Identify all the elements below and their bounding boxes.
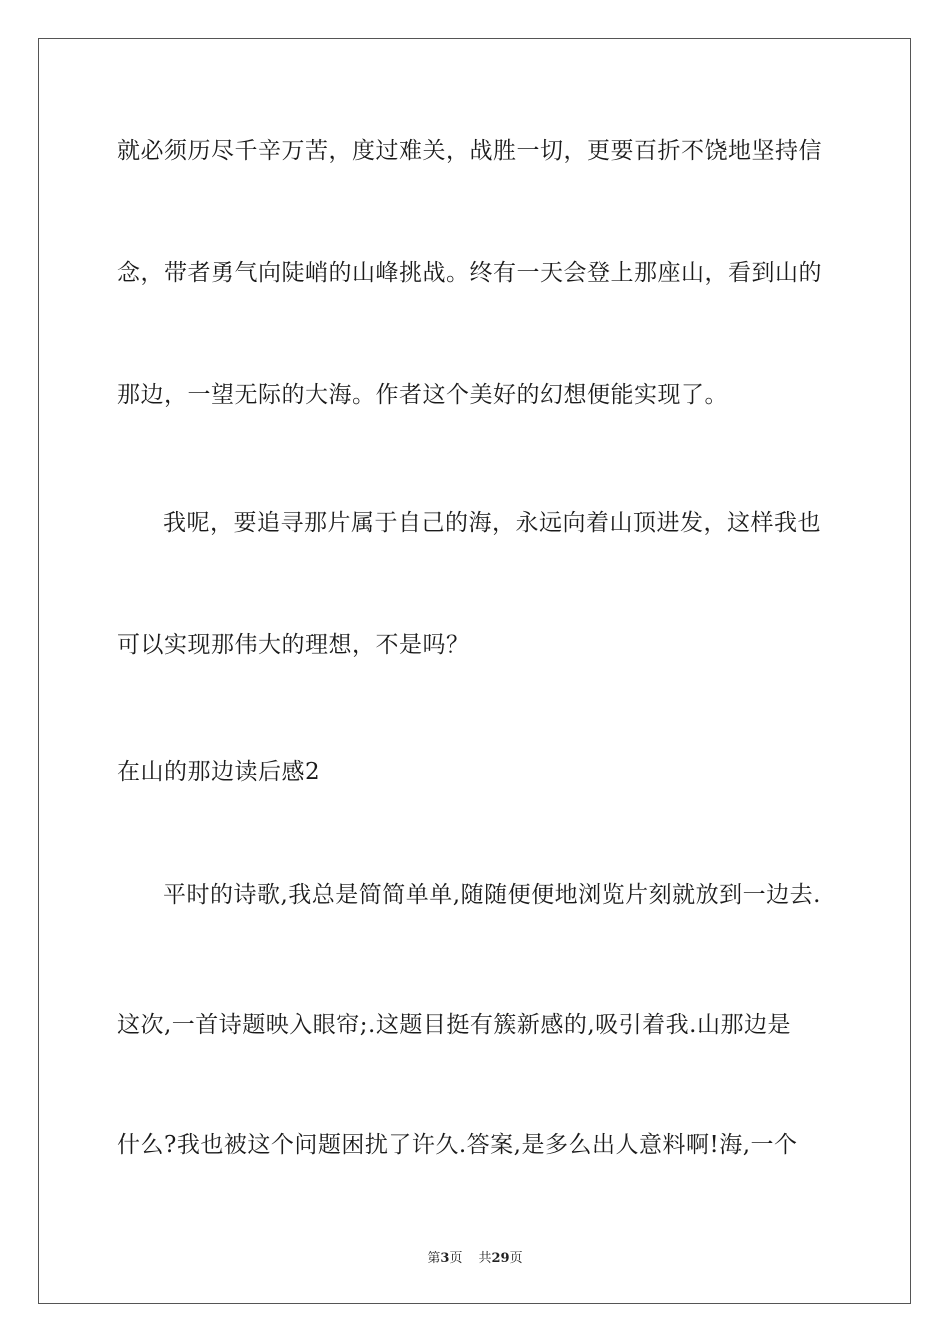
page-footer bbox=[0, 1247, 950, 1266]
paragraph-line: 可以实现那伟大的理想，不是吗？ bbox=[117, 632, 470, 658]
section-heading: 在山的那边读后感2 bbox=[117, 759, 321, 785]
total-prefix: 共 bbox=[478, 1251, 492, 1266]
page-number: 3 bbox=[440, 1251, 450, 1266]
page-frame bbox=[38, 38, 911, 1304]
paragraph-line: 什么?我也被这个问题困扰了许久.答案,是多么出人意料啊!海,一个 bbox=[117, 1132, 798, 1158]
paragraph-line: 平时的诗歌,我总是简简单单,随随便便地浏览片刻就放到一边去. bbox=[163, 882, 821, 908]
total-pages: 29 bbox=[491, 1251, 510, 1266]
paragraph-line: 这次,一首诗题映入眼帘;.这题目挺有簇新感的,吸引着我.山那边是 bbox=[117, 1012, 791, 1038]
paragraph-line: 我呢，要追寻那片属于自己的海，永远向着山顶进发，这样我也 bbox=[163, 510, 821, 536]
page-prefix: 第 bbox=[427, 1251, 441, 1266]
paragraph-line: 就必须历尽千辛万苦，度过难关，战胜一切，更要百折不饶地坚持信 bbox=[117, 138, 822, 164]
total-suffix: 页 bbox=[509, 1251, 523, 1266]
page-suffix: 页 bbox=[449, 1251, 463, 1266]
paragraph-line: 那边，一望无际的大海。作者这个美好的幻想便能实现了。 bbox=[117, 382, 728, 408]
paragraph-line: 念，带者勇气向陡峭的山峰挑战。终有一天会登上那座山，看到山的 bbox=[117, 260, 822, 286]
